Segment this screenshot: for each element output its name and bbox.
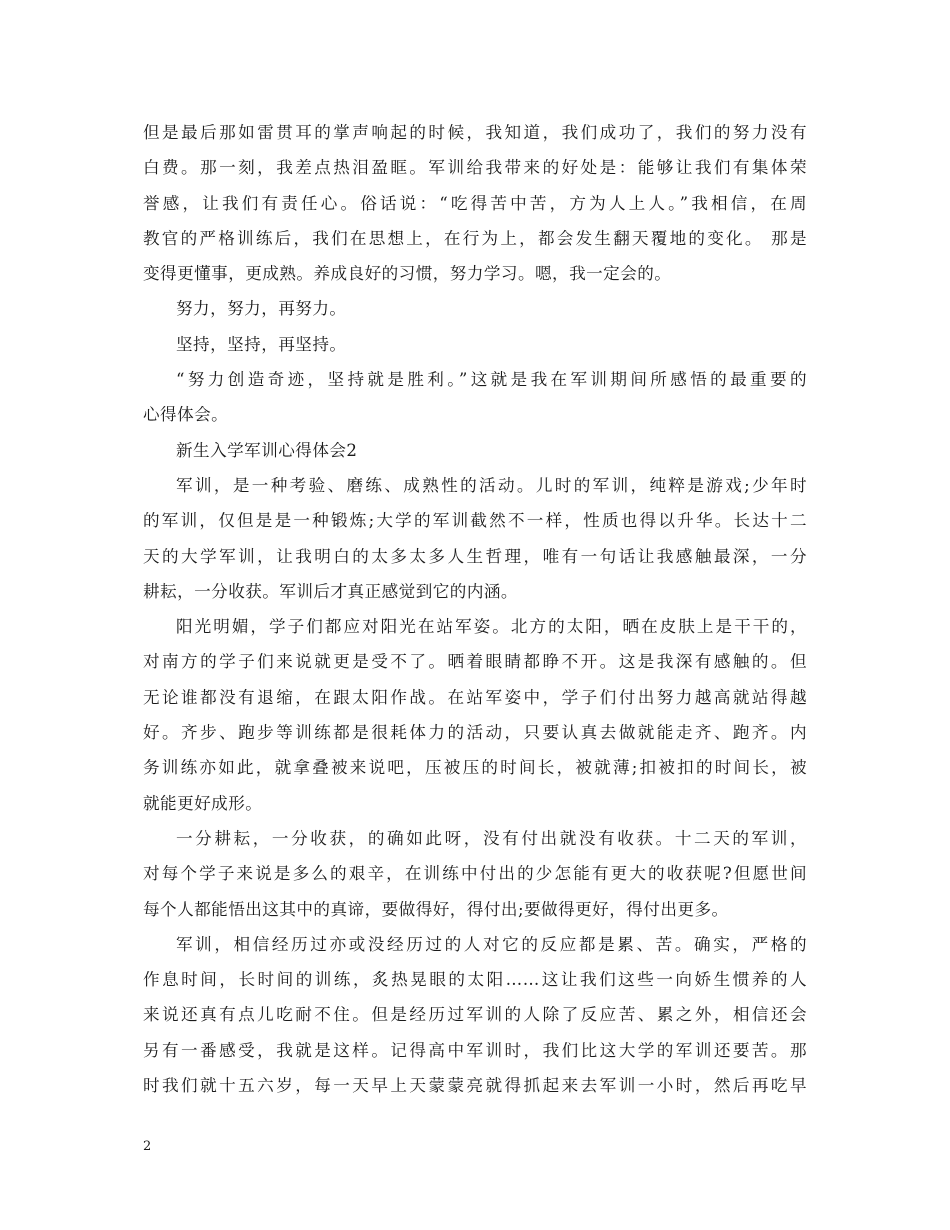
text-line: “努力创造奇迹，坚持就是胜利。”这就是我在军训期间所感悟的最重要的 xyxy=(176,370,807,390)
text-line: 务训练亦如此，就拿叠被来说吧，压被压的时间长，被就薄;扣被扣的时间长，被 xyxy=(143,758,807,778)
text-line: 变得更懂事，更成熟。养成良好的习惯，努力学习。嗯，我一定会的。 xyxy=(143,264,672,284)
text-line: 来说还真有点儿吃耐不住。但是经历过军训的人除了反应苦、累之外，相信还会 xyxy=(143,1005,807,1025)
text-line: 教官的严格训练后，我们在思想上，在行为上，都会发生翻天覆地的变化。 那是 xyxy=(143,228,807,248)
text-line: 时我们就十五六岁，每一天早上天蒙蒙亮就得抓起来去军训一小时，然后再吃早 xyxy=(143,1076,807,1096)
text-line: 白费。那一刻，我差点热泪盈眶。军训给我带来的好处是：能够让我们有集体荣 xyxy=(143,158,807,178)
text-line: 无论谁都没有退缩，在跟太阳作战。在站军姿中，学子们付出努力越高就站得越 xyxy=(143,687,807,707)
text-line: 心得体会。 xyxy=(143,405,229,425)
text-line: 好。齐步、跑步等训练都是很耗体力的活动，只要认真去做就能走齐、跑齐。内 xyxy=(143,723,807,743)
text-line: 阳光明媚，学子们都应对阳光在站军姿。北方的太阳，晒在皮肤上是干干的， xyxy=(176,617,807,637)
text-line: 作息时间，长时间的训练，炙热晃眼的太阳……这让我们这些一向娇生惯养的人 xyxy=(143,970,807,990)
text-line: 但是最后那如雷贯耳的掌声响起的时候，我知道，我们成功了，我们的努力没有 xyxy=(143,123,807,142)
text-line: 就能更好成形。 xyxy=(143,793,263,813)
text-line: 军训，相信经历过亦或没经历过的人对它的反应都是累、苦。确实，严格的 xyxy=(176,934,807,954)
text-line: 誉感，让我们有责任心。俗话说：“吃得苦中苦，方为人上人。”我相信，在周 xyxy=(143,193,807,213)
document-body xyxy=(143,115,807,1103)
text-line: 每个人都能悟出这其中的真谛，要做得好，得付出;要做得更好，得付出更多。 xyxy=(143,899,729,919)
page-number: 2 xyxy=(143,1139,152,1154)
text-line: 耕耘，一分收获。军训后才真正感觉到它的内涵。 xyxy=(143,581,518,601)
text-line: 的军训，仅但是是一种锻炼;大学的军训截然不一样，性质也得以升华。长达十二 xyxy=(143,511,807,531)
text-line: 坚持，坚持，再坚持。 xyxy=(176,334,347,354)
text-line: 天的大学军训，让我明白的太多太多人生哲理，唯有一句话让我感触最深，一分 xyxy=(143,546,807,566)
text-line: 军训，是一种考验、磨练、成熟性的活动。儿时的军训，纯粹是游戏;少年时 xyxy=(176,475,807,495)
text-line: 另有一番感受，我就是这样。记得高中军训时，我们比这大学的军训还要苦。那 xyxy=(143,1040,807,1060)
section-heading: 新生入学军训心得体会2 xyxy=(176,440,358,460)
text-line: 一分耕耘，一分收获，的确如此呀，没有付出就没有收获。十二天的军训， xyxy=(176,828,807,848)
text-line: 努力，努力，再努力。 xyxy=(176,299,347,319)
text-line: 对每个学子来说是多么的艰辛，在训练中付出的少怎能有更大的收获呢?但愿世间 xyxy=(143,864,807,884)
text-line: 对南方的学子们来说就更是受不了。晒着眼睛都睁不开。这是我深有感触的。但 xyxy=(143,652,807,672)
